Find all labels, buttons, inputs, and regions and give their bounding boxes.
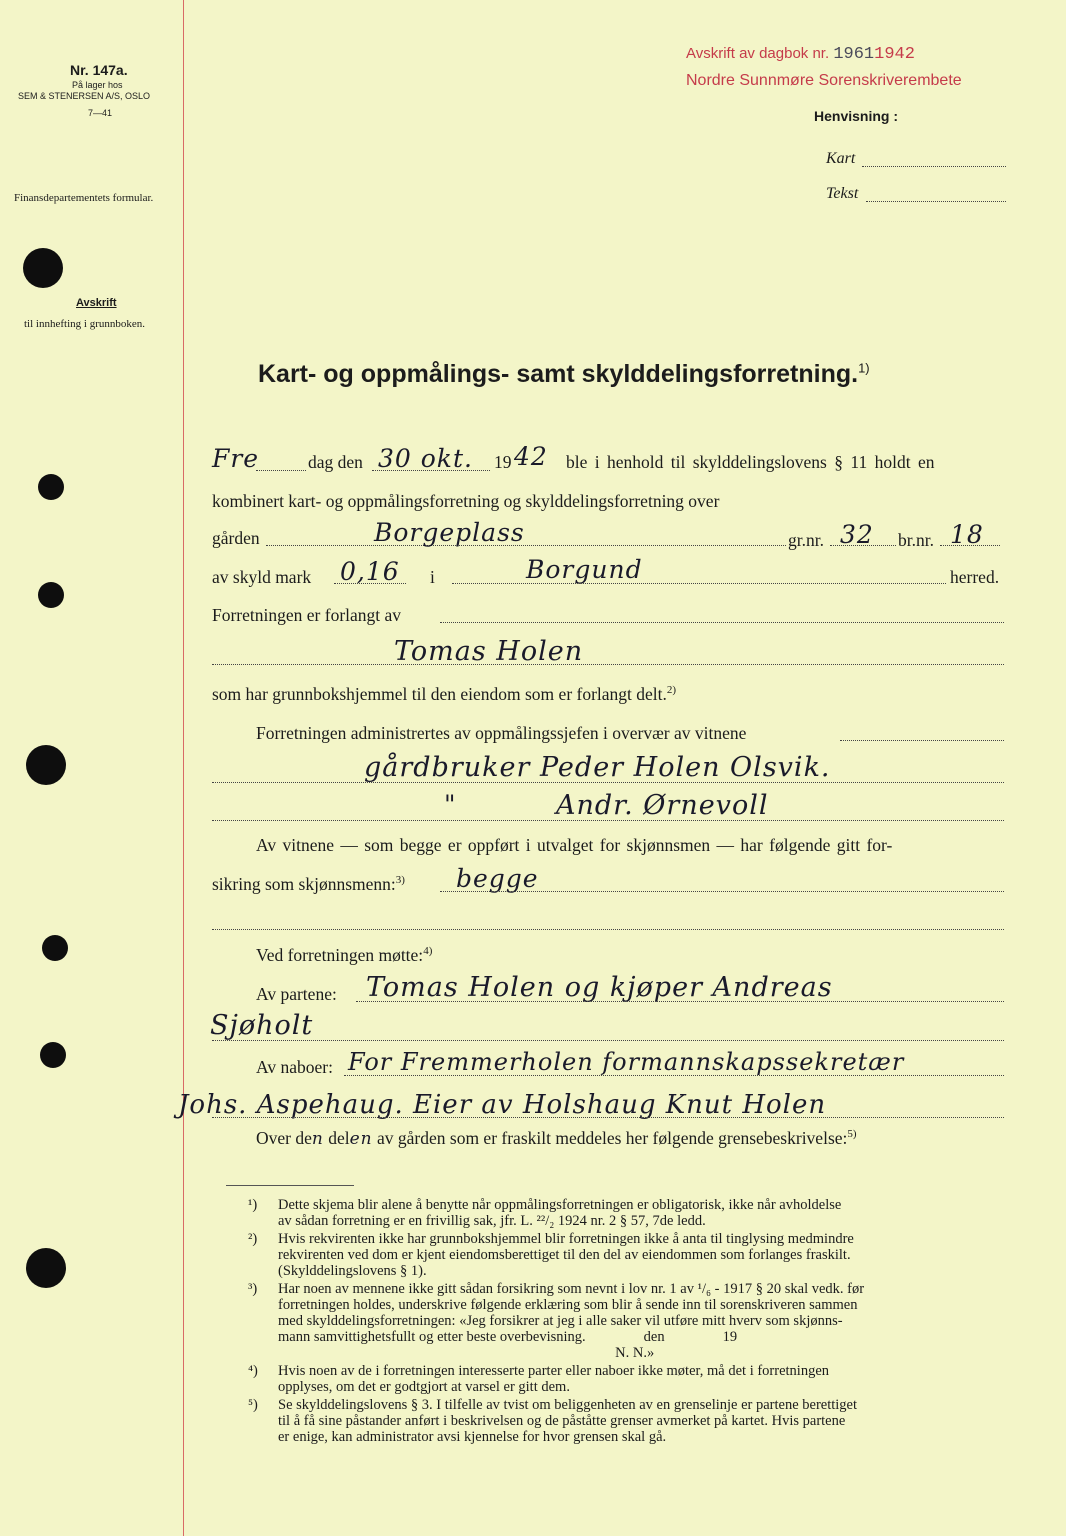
copy-note: til innhefting i grunnboken.: [24, 318, 145, 330]
footnote: [248, 1231, 1018, 1279]
footnote-line: Har noen av mennene ikke gitt sådan forsikring som nevnt i lov nr. 1 av ¹/₆ - 1917 § 20 skal vedk. før: [278, 1281, 865, 1297]
present-text: Ved forretningen møtte:: [256, 945, 424, 965]
grnr-label: gr.nr.: [788, 530, 824, 550]
footnote-line: N. N.»: [278, 1345, 655, 1361]
boundary-hand2: en: [349, 1129, 373, 1149]
footnote: [248, 1281, 1018, 1361]
admin-text: Forretningen administrertes av oppmålingssjefen i overvær av vitnene: [256, 723, 747, 743]
publisher-line2: SEM & STENERSEN A/S, OSLO: [18, 91, 151, 101]
assessor-sentence: sikring som skjønnsmenn:: [212, 874, 396, 894]
weekday-line: [256, 470, 306, 471]
i-label: i: [430, 567, 435, 587]
requested-by-hand: Tomas Holen: [394, 636, 584, 667]
requested-line-2: [212, 664, 1004, 665]
assessor-text2: [212, 874, 405, 895]
document-title: [258, 360, 870, 389]
witness2-line: [212, 820, 1004, 821]
skyld-label: av skyld mark: [212, 567, 312, 587]
line1-rest: ble i henhold til skylddelingslovens § 11 holdt en: [566, 452, 935, 472]
boundary-hand1: n: [311, 1129, 324, 1149]
neighbors-label: Av naboer:: [256, 1057, 333, 1077]
witness1-hand: gårdbruker Peder Holen Olsvik.: [364, 752, 831, 783]
dag-den-label: dag den: [308, 452, 363, 472]
boundary-rest: av gården som er fraskilt meddeles her følgende grensebeskrivelse:: [377, 1128, 848, 1148]
date-hand: 30 okt.: [378, 444, 473, 473]
year-prefix: 19: [494, 452, 512, 472]
print-date: 7—41: [88, 108, 113, 118]
brnr-line: [940, 545, 1000, 546]
witness2-ditto: ": [444, 790, 457, 819]
registry-stamp: [686, 45, 915, 64]
assessors-hand: begge: [456, 864, 539, 893]
footnote-line: opplyses, om det er godtgjort at varsel er gitt dem.: [278, 1379, 570, 1395]
copy-label: Avskrift: [76, 297, 117, 309]
assessor-note: 3): [395, 874, 405, 887]
punch-hole: [38, 582, 64, 608]
boundary-prefix: Over de: [256, 1128, 312, 1148]
punch-hole: [40, 1042, 66, 1068]
skyld-hand: 0,16: [340, 557, 400, 586]
neighbors-line: [344, 1075, 1004, 1076]
grnr-hand: 32: [840, 520, 874, 549]
neighbors-line1-hand: For Fremmerholen formannskapssekretær: [348, 1048, 905, 1076]
parties-label: Av partene:: [256, 984, 337, 1004]
footnote-line: med skylddelingsforretningen: «Jeg forsikrer at jeg i alle saker vil utføre mitt hverv som skjønns-: [278, 1313, 843, 1329]
stamp-office: Nordre Sunnmøre Sorenskriverembete: [686, 72, 962, 89]
map-line: [862, 166, 1006, 167]
footnote-line: forretningen holdes, underskrive følgende erklæring som blir å sende inn til sorenskriveren sammen: [278, 1297, 858, 1313]
footnote: [248, 1197, 1018, 1229]
footnote-line: rekvirenten ved dom er kjent eiendomsberettiget til den del av eiendommen som forlanges fraskilt.: [278, 1247, 851, 1263]
weekday-hand: Fre: [212, 444, 260, 473]
brnr-label: br.nr.: [898, 530, 934, 550]
footnote-line: Hvis rekvirenten ikke har grunnbokshjemmel blir forretningen ikke å anta til tinglysing medmindre: [278, 1231, 854, 1247]
form-source: Finansdepartementets formular.: [14, 192, 154, 204]
punch-hole: [38, 474, 64, 500]
parties-line1-hand: Tomas Holen og kjøper Andreas: [366, 972, 833, 1003]
footnote-number: ⁴): [248, 1363, 258, 1379]
date-line: [372, 470, 490, 471]
admin-line: [840, 740, 1004, 741]
assessor-text1: Av vitnene — som begge er oppført i utvalget for skjønnsmen — har følgende gitt for-: [256, 835, 893, 855]
margin-line: [183, 0, 184, 1536]
footnote-number: ⁵): [248, 1397, 258, 1413]
boundary-mid: del: [328, 1128, 350, 1148]
skyld-line: [334, 583, 406, 584]
footnote-line: av sådan forretning er en frivillig sak, jfr. L. ²²/₂ 1924 nr. 2 § 57, 7de ledd.: [278, 1213, 706, 1229]
neighbors-line2-hand: Johs. Aspehaug. Eier av Holshaug Knut Holen: [178, 1090, 827, 1120]
footnote-line: til å få sine påstander anført i beskrivelsen og de påståtte grenser avmerket på kartet. Hvis partene: [278, 1413, 846, 1429]
text-label: Tekst: [826, 185, 859, 202]
witness2-hand: Andr. Ørnevoll: [556, 790, 769, 821]
municipality-hand: Borgund: [526, 555, 643, 584]
footnote-line: Dette skjema blir alene å benytte når oppmålingsforretningen er obligatorisk, ikke når avholdelse: [278, 1197, 842, 1213]
footnote-rule: [226, 1185, 354, 1186]
footnote-number: ¹): [248, 1197, 258, 1213]
farm-label: gården: [212, 528, 260, 548]
brnr-hand: 18: [950, 520, 984, 549]
ownership-sentence: som har grunnbokshjemmel til den eiendom som er forlangt delt.: [212, 684, 667, 704]
punch-hole: [26, 1248, 66, 1288]
stamp-text: Avskrift av dagbok nr.: [686, 45, 830, 62]
title-text: Kart- og oppmålings- samt skylddelingsforretning.: [258, 360, 859, 388]
assessor-line: [440, 891, 1004, 892]
grnr-line: [830, 545, 896, 546]
footnote-line: mann samvittighetsfullt og etter beste overbevisning. den 19: [278, 1329, 738, 1345]
assessor-line-2: [212, 929, 1004, 930]
stamp-year: 1942: [874, 45, 915, 64]
reference-label: Henvisning :: [814, 108, 899, 124]
herred-label: herred.: [950, 567, 1000, 587]
present-label: [256, 945, 432, 966]
text-line: [866, 201, 1006, 202]
footnote-line: Se skylddelingslovens § 3. I tilfelle av tvist om beliggenheten av en grenselinje er partene berettiget: [278, 1397, 858, 1413]
line2: kombinert kart- og oppmålingsforretning og skylddelingsforretning over: [212, 491, 720, 511]
parties-line-2: [212, 1040, 1004, 1041]
boundary-note: 5): [847, 1128, 857, 1141]
year-hand: 42: [514, 442, 548, 471]
boundary-text: [256, 1128, 857, 1149]
footnote: [248, 1397, 1018, 1445]
footnote-line: Hvis noen av de i forretningen interesserte parter eller naboer ikke møter, må det i forretningen: [278, 1363, 830, 1379]
footnote: [248, 1363, 1018, 1395]
stamp-number: 1961: [833, 45, 875, 64]
punch-hole: [23, 248, 63, 288]
title-note: 1): [858, 360, 870, 376]
farm-line: [266, 545, 786, 546]
footnotes: [248, 1197, 1018, 1447]
footnote-line: (Skylddelingslovens § 1).: [278, 1263, 427, 1279]
neighbors-line-2: [212, 1117, 1004, 1118]
footnote-number: ³): [248, 1281, 258, 1297]
footnote-line: er enige, kan administrator avsi kjennelse for hvor grensen skal gå.: [278, 1429, 667, 1445]
present-note: 4): [423, 945, 433, 958]
parties-line: [356, 1001, 1004, 1002]
ownership-text: [212, 684, 676, 705]
punch-hole: [26, 745, 66, 785]
farm-name-hand: Borgeplass: [374, 518, 525, 547]
footnote-number: ²): [248, 1231, 258, 1247]
requested-label: Forretningen er forlangt av: [212, 605, 402, 625]
parties-line2-hand: Sjøholt: [210, 1010, 314, 1041]
ownership-note: 2): [666, 684, 677, 697]
punch-hole: [42, 935, 68, 961]
publisher-line1: På lager hos: [72, 80, 123, 90]
form-number: Nr. 147a.: [70, 62, 128, 78]
map-label: Kart: [826, 150, 856, 167]
witness1-line: [212, 782, 1004, 783]
requested-line: [440, 622, 1004, 623]
municipality-line: [452, 583, 946, 584]
